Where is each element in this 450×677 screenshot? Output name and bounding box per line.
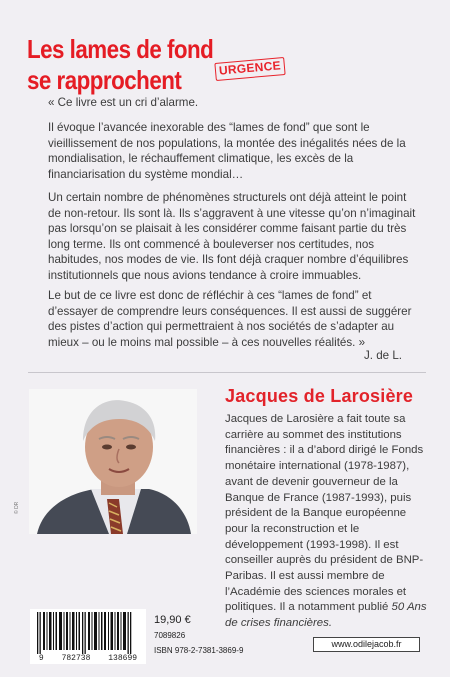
book-reference: 50 Ans de crises financières.	[225, 601, 427, 630]
title-line-2: se rapprochent	[27, 65, 182, 95]
barcode-left-digits: 782738	[61, 654, 91, 663]
author-bio	[225, 412, 430, 632]
signature: J. de L.	[363, 349, 402, 362]
barcode	[30, 609, 146, 664]
barcode-digits	[30, 654, 146, 663]
author-photo	[29, 389, 197, 534]
product-code: 7089826	[154, 631, 186, 640]
title-line-1: Les lames de fond	[27, 34, 214, 64]
barcode-right-digits: 138699	[108, 654, 138, 663]
blurb-paragraph-4: Le but de ce livre est donc de réfléchir à ces “lames de fond” et d’essayer de comprendre leurs conséquences. Il est aussi de suggérer des pistes d’action qui permettraient à nos sociétés de s’adapter au mieux – ou le moins mal possible – à ces nouvelles réalités. »	[48, 289, 412, 349]
divider	[28, 372, 426, 373]
book-title	[27, 34, 213, 96]
author-bio-text: Jacques de Larosière a fait toute sa carrière au sommet des institutions financières : il a d’abord dirigé le Fonds monétaire international (1978-1987), avant de devenir gouverneur de la Banque de France (1987-1993), puis président de la Banque européenne pour la reconstruction et le développement (1993-1998). Il est conseiller auprès du président de BNP-Paribas. Il est aussi membre de l’Académie des sciences morales et politiques. Il a notamment publié	[225, 413, 424, 614]
author-name: Jacques de Larosière	[225, 386, 414, 406]
blurb-paragraph-2: Il évoque l’avancée inexorable des “lames de fond” que sont le vieillissement de nos populations, la montée des inégalités nées de la mondialisation, le réchauffement climatique, les excès de la financiarisation du système mondial…	[48, 121, 406, 181]
photo-credit: © DR	[14, 501, 20, 514]
blurb-paragraph-1: « Ce livre est un cri d’alarme.	[48, 96, 199, 109]
barcode-lead-digit: 9	[38, 654, 44, 663]
price: 19,90 €	[154, 614, 191, 626]
isbn: ISBN 978-2-7381-3869-9	[154, 646, 244, 655]
blurb-paragraph-3: Un certain nombre de phénomènes structurels ont déjà atteint le point de non-retour. Ils sont là. Ils s’aggravent à une vitesse qu’on n’imaginait pas lorsqu’on se plaisait à les considérer comme faisant partie du très long terme. Ils ont commencé à bouleverser nos certitudes, nos habitudes, nos modes de vie. Ils font déjà craquer nombre d’équilibres institutionnels que nous avions tendance à croire immuables.	[48, 191, 416, 282]
urgence-stamp: URGENCE	[214, 57, 285, 81]
publisher-website: www.odilejacob.fr	[313, 637, 420, 652]
